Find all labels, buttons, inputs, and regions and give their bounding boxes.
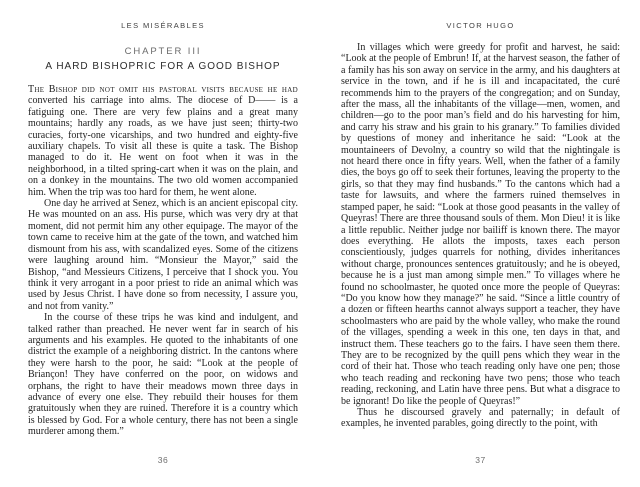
chapter-number: CHAPTER III — [124, 46, 202, 57]
running-head-left: LES MISÉRABLES — [121, 21, 205, 30]
paragraph — [28, 84, 298, 198]
paragraph-text: converted his carriage into alms. The diocese of D—— is a fatiguing one. There are very few plains and a great many mountains; hardly any roads, as we have just seen; thirty-two curacies, forty-one vicarships, and two hundred and eighty-five auxiliary chapels. To visit all these is quite a task. The Bishop managed to do it. He went on foot when it was in the neighborhood, in a tilted spring-cart when it was on the plain, and on a donkey in the mountains. The two old women accompanied him. When the trip was too hard for them, he went alone. — [28, 95, 298, 198]
chapter-title: A HARD BISHOPRIC FOR A GOOD BISHOP — [45, 61, 281, 72]
running-head-right: VICTOR HUGO — [446, 21, 515, 30]
left-page — [28, 0, 298, 487]
right-page-body — [341, 42, 620, 430]
page-number-right: 37 — [475, 455, 486, 465]
paragraph: Thus he discoursed gravely and paternally; in default of examples, he invented parables, going directly to the point, with — [341, 407, 620, 430]
paragraph: In the course of these trips he was kind and indulgent, and talked rather than preached. He never went far in search of his arguments and his examples. He quoted to the inhabitants of one district the example of a neighboring district. In the cantons where they were harsh to the poor, he said: “Look at the people of Briançon! They have conferred on the poor, on widows and orphans, the right to have their meadows mown three days in advance of every one else. They rebuild their houses for them gratuitously when they are ruined. Therefore it is a country which is blessed by God. For a whole century, there has not been a single murderer among them.” — [28, 312, 298, 438]
paragraph: One day he arrived at Senez, which is an ancient episcopal city. He was mounted on an ass. His purse, which was very dry at that moment, did not permit him any other equipage. The mayor of the town came to receive him at the gate of the town, and watched him dismount from his ass, with scandalized eyes. Some of the citizens were laughing around him. “Monsieur the Mayor,” said the Bishop, “and Messieurs Citizens, I perceive that I shock you. You think it very arrogant in a poor priest to ride an animal which was used by Jesus Christ. I have done so from necessity, I assure you, and not from vanity.” — [28, 198, 298, 312]
paragraph-lead-small-caps: The Bishop did not omit his pastoral visits because he had — [28, 84, 298, 95]
left-page-body — [28, 84, 298, 438]
right-page — [341, 0, 620, 487]
page-number-left: 36 — [157, 455, 169, 465]
paragraph: In villages which were greedy for profit and harvest, he said: “Look at the people of Embrun! If, at the harvest season, the father of a family has his son away on service in the army, and his daughters at service in the town, and if he is ill and incapacitated, the curé recommends him to the prayers of the congregation; and on Sunday, after the mass, all the inhabitants of the village—men, women, and children—go to the poor man’s field and do his harvesting for him, and carry his straw and his grain to his granary.” To families divided by questions of money and inheritance he said: “Look at the mountaineers of Devolny, a country so wild that the nightingale is not heard there once in fifty years. Well, when the father of a family dies, the boys go off to seek their fortunes, leaving the property to the girls, so that they may find husbands.” To the cantons which had a taste for lawsuits, and where the farmers ruined themselves in stamped paper, he said: “Look at those good peasants in the valley of Queyras! There are three thousand souls of them. Mon Dieu! it is like a little republic. Neither judge nor bailiff is known there. The mayor does everything. He allots the imposts, taxes each person conscientiously, judges quarrels for nothing, divides inheritances without charge, pronounces sentences gratuitously; and he is obeyed, because he is a just man among simple men.” To villages where he found no schoolmaster, he quoted once more the people of Queyras: “Do you know how they manage?” he said. “Since a little country of a dozen or fifteen hearths cannot always support a teacher, they have schoolmasters who are paid by the whole valley, who make the round of the villages, spending a week in this one, ten days in that, and instruct them. These teachers go to the fairs. I have seen them there. They are to be recognized by the quill pens which they wear in the cord of their hat. Those who teach reading only have one pen; those who teach reading and reckoning have two pens; those who teach reading, reckoning, and Latin have three pens. But what a disgrace to be ignorant! Do like the people of Queyras!” — [341, 42, 620, 407]
